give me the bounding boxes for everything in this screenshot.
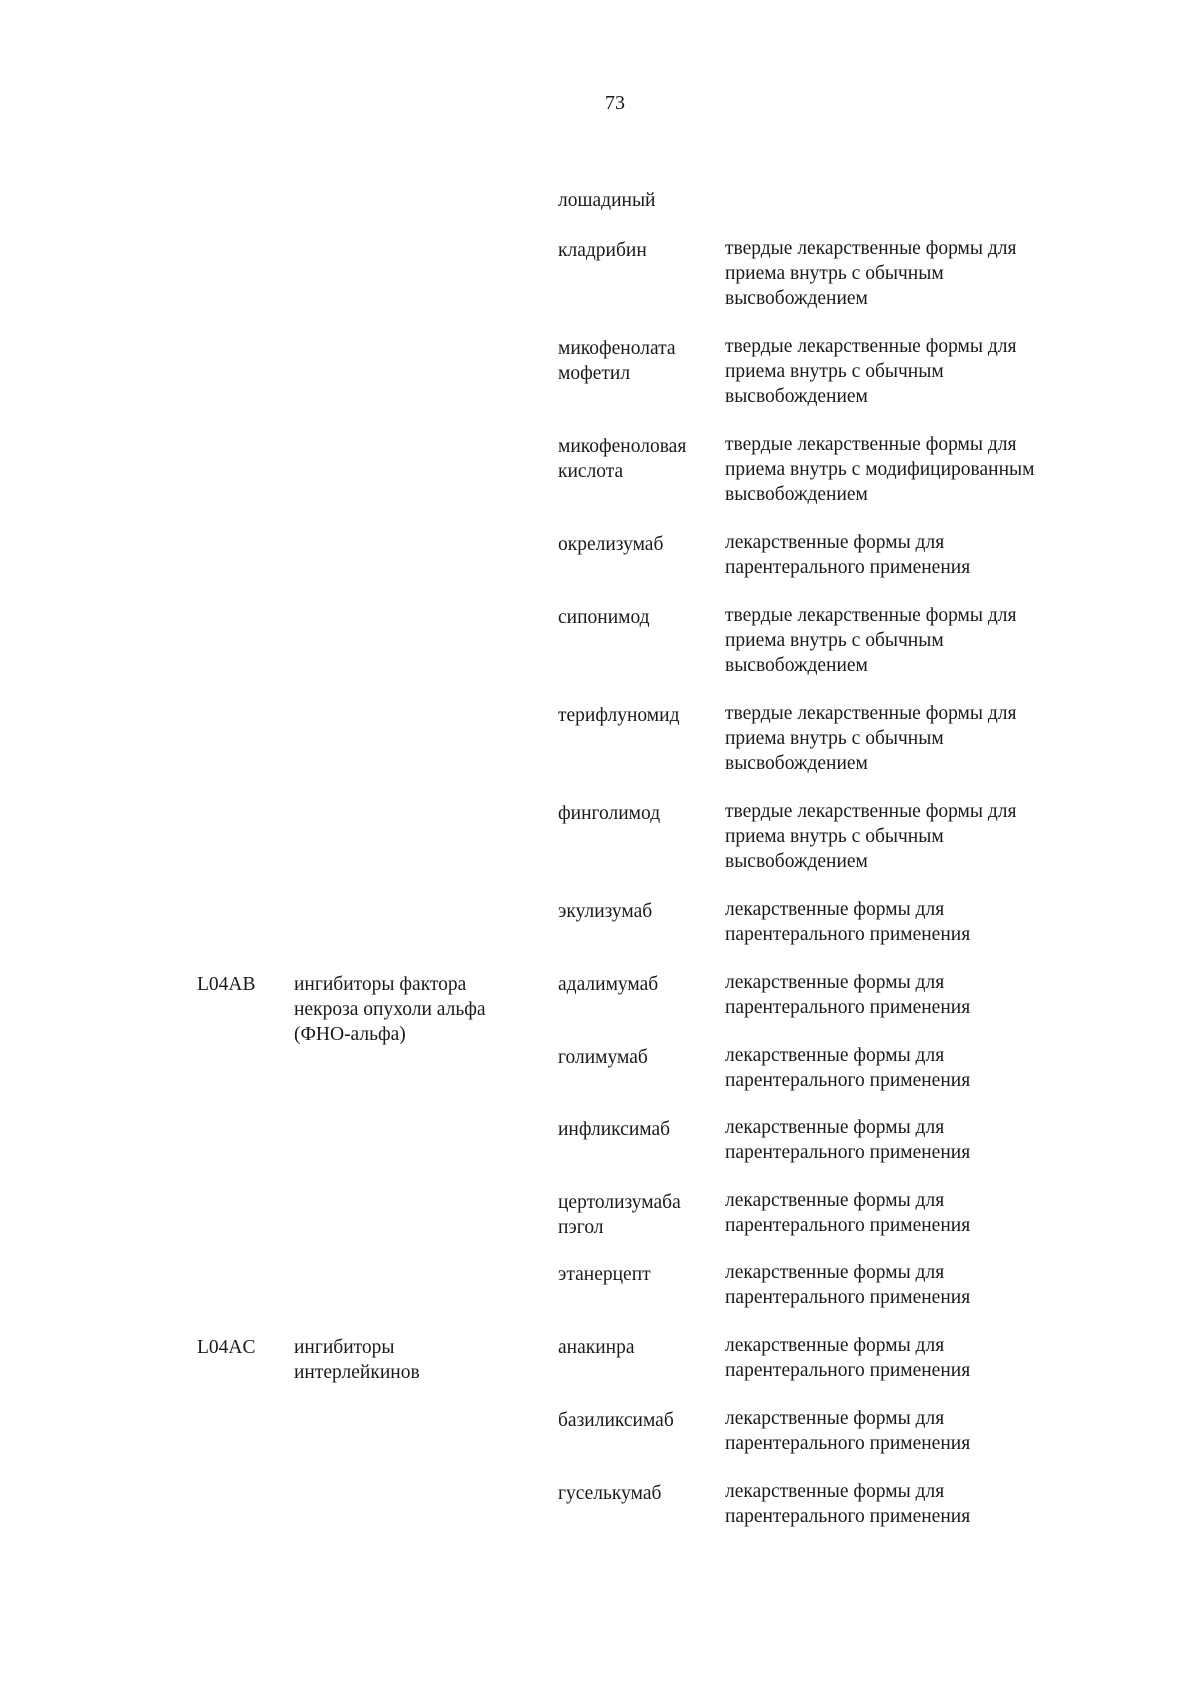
drug-name: инфликсимаб [558,1119,671,1140]
drug-name: лошадиный [558,190,656,211]
dosage-form: лекарственные формы для парентерального применения [725,1262,971,1308]
drug-name: цертолизумаба пэгол [558,1192,681,1238]
dosage-form: твердые лекарственные формы для приема внутрь с обычным высвобождением [725,238,1017,309]
dosage-form: лекарственные формы для парентерального применения [725,972,971,1018]
dosage-form: лекарственные формы для парентерального применения [725,899,971,945]
page-number: 73 [605,92,625,114]
drug-name: микофенолата мофетил [558,338,676,384]
atc-group: ингибиторы интерлейкинов [294,1337,420,1383]
drug-name: экулизумаб [558,901,653,922]
dosage-form: лекарственные формы для парентерального применения [725,1045,971,1091]
drug-name: базиликсимаб [558,1410,674,1431]
dosage-form: лекарственные формы для парентерального применения [725,1190,971,1236]
atc-group: ингибиторы фактора некроза опухоли альфа (ФНО-альфа) [294,974,486,1045]
dosage-form: твердые лекарственные формы для приема внутрь с обычным высвобождением [725,336,1017,407]
dosage-form: твердые лекарственные формы для приема внутрь с модифицированным высвобождением [725,434,1035,505]
drug-name: анакинра [558,1337,635,1358]
drug-name: микофеноловая кислота [558,436,687,482]
drug-name: голимумаб [558,1047,648,1068]
drug-name: окрелизумаб [558,534,664,555]
atc-code: L04AC [197,1337,256,1358]
dosage-form: твердые лекарственные формы для приема внутрь с обычным высвобождением [725,605,1017,676]
dosage-form: лекарственные формы для парентерального применения [725,1335,971,1381]
dosage-form: твердые лекарственные формы для приема внутрь с обычным высвобождением [725,703,1017,774]
dosage-form: лекарственные формы для парентерального применения [725,1408,971,1454]
drug-name: кладрибин [558,240,647,261]
dosage-form: лекарственные формы для парентерального применения [725,1481,971,1527]
drug-name: адалимумаб [558,974,659,995]
atc-code: L04AB [197,974,256,995]
dosage-form: твердые лекарственные формы для приема внутрь с обычным высвобождением [725,801,1017,872]
drug-name: терифлуномид [558,705,680,726]
drug-name: этанерцепт [558,1264,651,1285]
dosage-form: лекарственные формы для парентерального применения [725,1117,971,1163]
drug-name: сипонимод [558,607,650,628]
dosage-form: лекарственные формы для парентерального применения [725,532,971,578]
drug-name: финголимод [558,803,661,824]
drug-name: гуселькумаб [558,1483,662,1504]
